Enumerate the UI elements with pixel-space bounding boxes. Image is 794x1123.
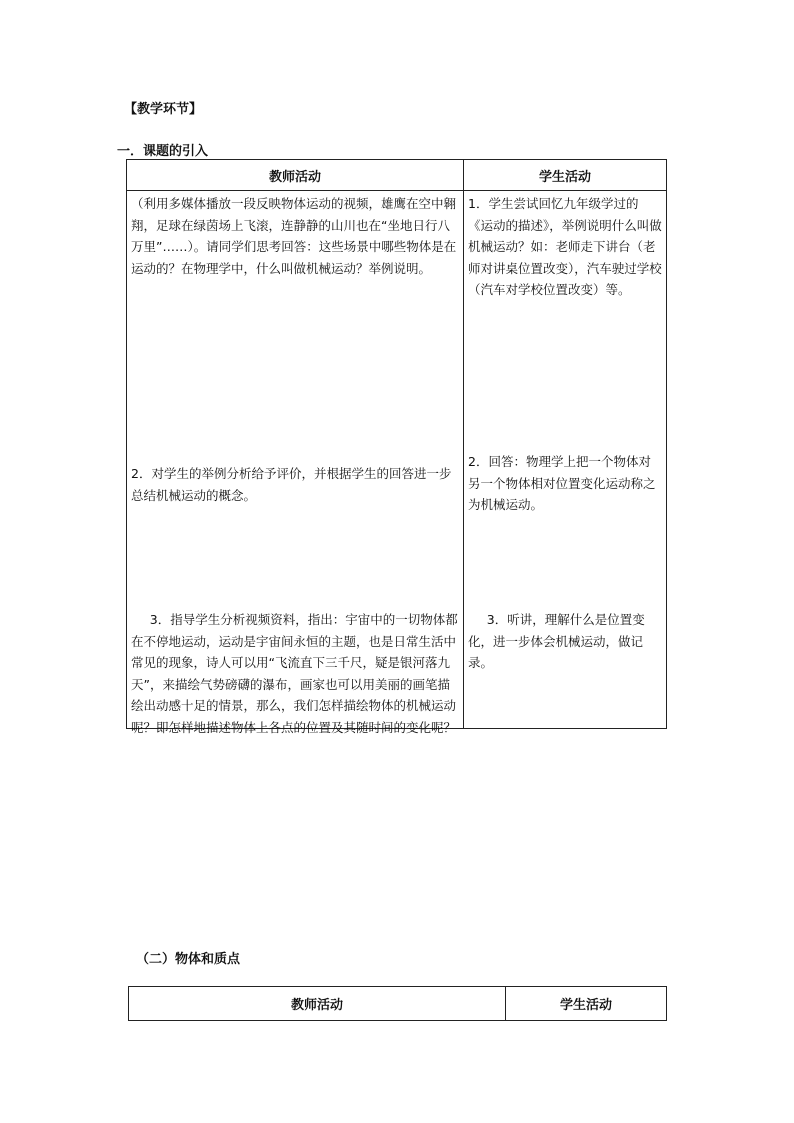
part1-heading: 一．课题的引入 [117, 144, 209, 159]
table-header-row [127, 160, 667, 191]
table-header-row [129, 987, 667, 1021]
table-row [127, 191, 667, 729]
student-item-3: 3．听讲，理解什么是位置变化，进一步体会机械运动，做记录。 [468, 612, 645, 670]
student-activity-header: 学生活动 [506, 987, 667, 1021]
student-item-1: 1．学生尝试回忆九年级学过的《运动的描述》，举例说明什么叫做机械运动？如：老师走下讲台（老师对讲桌位置改变），汽车驶过学校（汽车对学校位置改变）等。 [468, 196, 662, 297]
teacher-item-1: （利用多媒体播放一段反映物体运动的视频，雄鹰在空中翱翔，足球在绿茵场上飞滚，连静静的山川也在“坐地日行八万里”……）。请同学们思考回答：这些场景中哪些物体是在运动的？在物理学中，什么叫做机械运动？举例说明。 [131, 196, 457, 276]
teacher-activity-cell [127, 191, 464, 735]
section-heading: 【教学环节】 [124, 102, 203, 117]
student-item-2: 2．回答：物理学上把一个物体对另一个物体相对位置变化运动称之为机械运动。 [468, 454, 656, 512]
teacher-item-2: 2．对学生的举例分析给予评价，并根据学生的回答进一步总结机械运动的概念。 [131, 466, 452, 503]
teacher-activity-header: 教师活动 [127, 160, 464, 191]
student-activity-cell [464, 191, 667, 729]
activity-table-2 [128, 986, 667, 1021]
teacher-item-3: 3．指导学生分析视频资料，指出：宇宙中的一切物体都在不停地运动，运动是宇宙间永恒的主题，也是日常生活中常见的现象，诗人可以用“飞流直下三千尺，疑是银河落九天”，来描绘气势磅礴的瀑布，画家也可以用美丽的画笔描绘出动感十足的情景，那么，我们怎样描绘物体的机械运动呢？即怎样地描述物体上各点的位置及其随时间的变化呢？ [131, 612, 458, 735]
teacher-activity-header: 教师活动 [129, 987, 506, 1021]
part2-heading: （二）物体和质点 [136, 952, 241, 967]
activity-table-1 [126, 159, 667, 735]
student-activity-header: 学生活动 [464, 160, 667, 191]
